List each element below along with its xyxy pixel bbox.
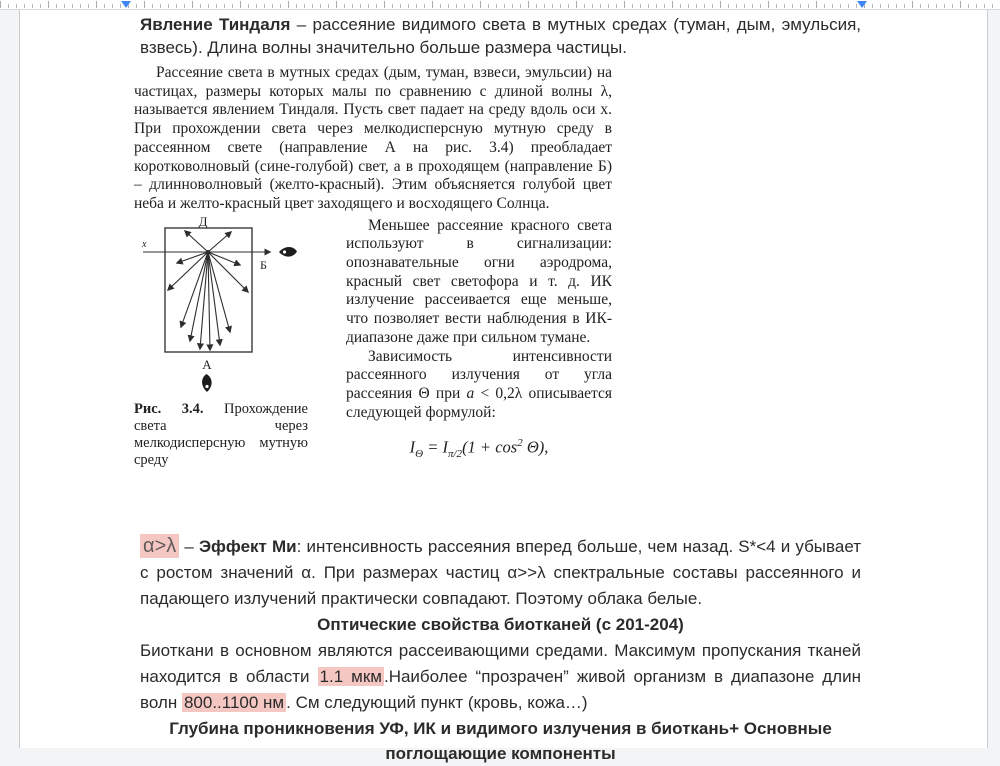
horizontal-ruler[interactable] bbox=[0, 0, 1000, 10]
tyndall-term: Явление Тиндаля bbox=[140, 15, 291, 34]
heading-penetration-depth: Глубина проникновения УФ, ИК и видимого излучения в биоткань+ Основные поглощающие компоненты bbox=[169, 719, 832, 764]
mie-separator: – bbox=[179, 537, 199, 557]
intensity-variable: a bbox=[466, 384, 475, 402]
tyndall-definition-text: – рассеяние видимого света в мутных средах (туман, дым, эмульсия, взвесь). Длина волны значительно больше размера частицы. bbox=[140, 15, 861, 57]
figure-column bbox=[134, 217, 346, 484]
embedded-scan-image[interactable] bbox=[134, 64, 612, 483]
formula-cos: (1 + cos bbox=[462, 437, 518, 457]
intensity-text-2: < 0,2λ описывается следующей формулой: bbox=[346, 384, 612, 421]
formula-theta-sub: Θ bbox=[415, 448, 424, 461]
label-a: А bbox=[202, 356, 212, 372]
scan-paragraph-scattering: Рассеяние света в мутных средах (дым, туман, взвеси, эмульсии) на частицах, размеры которых малы по сравнению с длиной волны λ, называется явлением Тиндаля. Пусть свет падает на среду вдоль оси x. При прохождении света через мелкодисперсную мутную среду в рассеянном свете (направление А на рис. 3.4) преобладает коротковолновый (сине-голубой) свет, а в проходящем (направление Б) – длинноволновый (желто-красный). Этим объясняется голубой цвет неба и желто-красный цвет заходящего и восходящего Солнца. bbox=[134, 64, 612, 212]
label-b: Б bbox=[260, 257, 267, 272]
bio-text-1: Биоткани в основном являются рассеивающими средами. Максимум пропускания тканей находится в области bbox=[140, 641, 861, 687]
bio-text-2: .Наиболее “прозрачен” живой организм в диапазоне длин волн bbox=[140, 667, 861, 713]
figure-caption-number: Рис. 3.4. bbox=[134, 400, 204, 417]
left-indent-marker-icon[interactable] bbox=[121, 1, 131, 8]
formula-tail: Θ), bbox=[522, 437, 549, 457]
right-indent-marker-icon[interactable] bbox=[857, 1, 867, 8]
scan-paragraph-red-light: Меньшее рассеяние красного света используют в сигнализации: опознавательные огни аэродрома, красный свет светофора и т. д. ИК излучение рассеивается еще меньше, что позволяет вести наблюдения в ИК-диапазоне даже при сильном тумане. bbox=[346, 216, 612, 346]
bio-text-3: . См следующий пункт (кровь, кожа…) bbox=[286, 693, 588, 713]
document-page[interactable] bbox=[19, 10, 988, 764]
paragraph-tyndall-definition bbox=[140, 13, 861, 59]
formula-equals-i: = I bbox=[423, 437, 448, 457]
scan-paragraph-intensity bbox=[346, 348, 612, 423]
label-x: x bbox=[142, 238, 147, 250]
formula-i: I bbox=[409, 437, 416, 457]
figure-caption-text: Прохождение света через мелкодисперсную мутную среду bbox=[134, 400, 308, 468]
mie-description: : интенсивность рассеяния вперед больше, чем назад. S*<4 и убывает с ростом значений α. При размерах частиц α>>λ спектральные составы рассеянного и падающего излучений практически совпадают. Поэтому облака белые. bbox=[140, 537, 861, 609]
formula-square-sup: 2 bbox=[517, 437, 523, 450]
highlight-wavelength-range: 800..1100 нм bbox=[183, 693, 285, 713]
figure-caption bbox=[134, 401, 308, 469]
paragraph-biotissues bbox=[140, 638, 861, 716]
scan-two-column-block bbox=[134, 217, 612, 484]
scattered-rays bbox=[168, 231, 248, 350]
highlight-alpha-lambda: α>λ bbox=[140, 534, 179, 558]
mie-term: Эффект Ми bbox=[198, 537, 297, 557]
formula-pi2-sub: π/2 bbox=[447, 448, 463, 461]
heading-optical-properties: Оптические свойства биотканей (с 201-204) bbox=[317, 615, 684, 635]
figure-3-4-diagram bbox=[140, 217, 306, 397]
scattering-formula bbox=[346, 434, 612, 464]
highlight-wavelength-peak: 1.1 мкм bbox=[319, 667, 382, 687]
paragraph-mie-effect bbox=[140, 533, 861, 612]
ruler-ticks-major bbox=[0, 1, 1000, 8]
intensity-text-1: Зависимость интенсивности рассеянного излучения от угла рассеяния Θ при bbox=[346, 347, 612, 402]
label-d: Д bbox=[198, 216, 208, 229]
scan-right-text-column bbox=[346, 217, 612, 484]
eye-icon bbox=[202, 374, 212, 392]
eye-icon bbox=[279, 247, 297, 257]
